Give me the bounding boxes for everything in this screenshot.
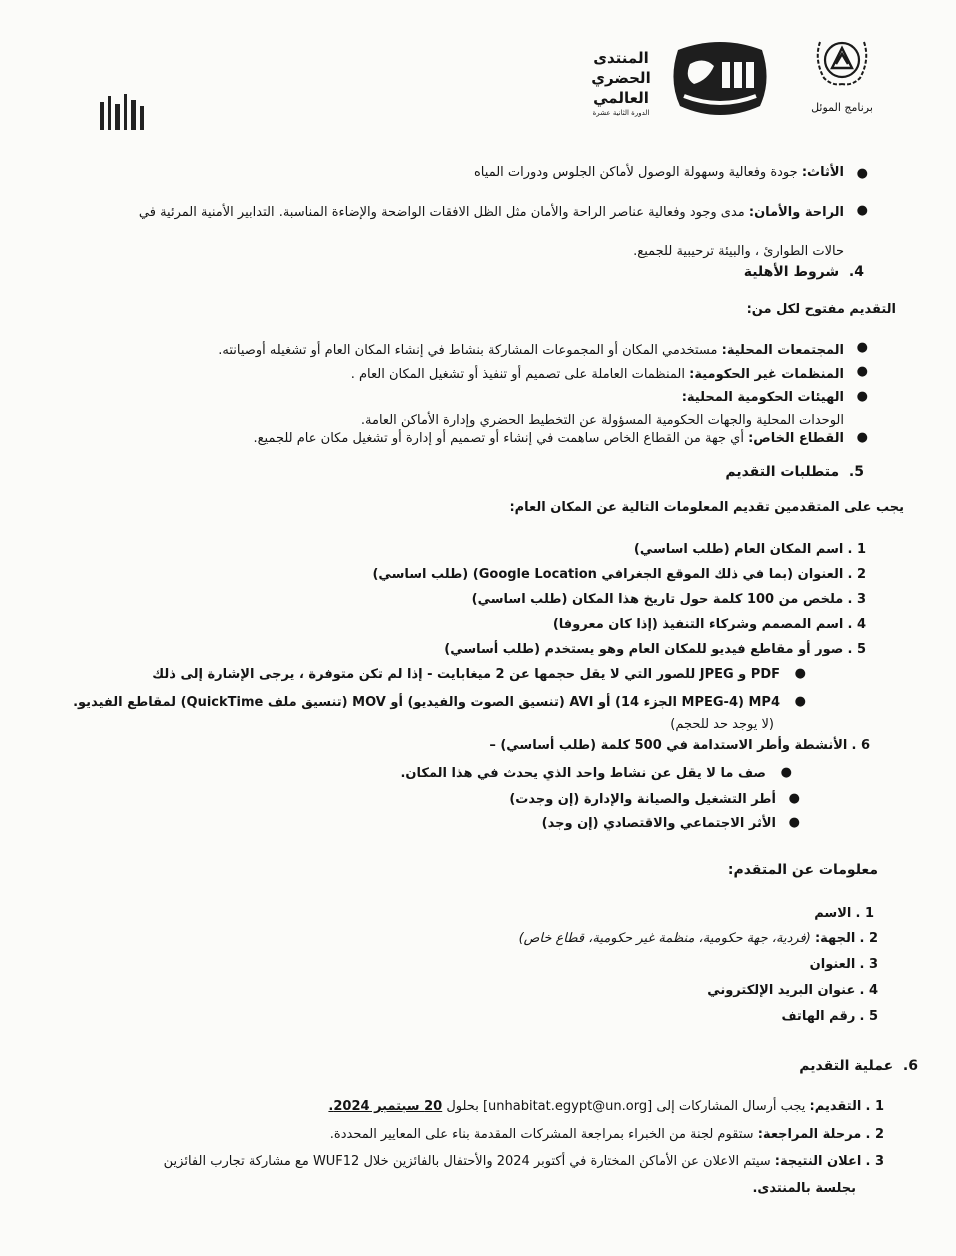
applicant-heading: معلومات عن المتقدم: — [727, 862, 878, 878]
eligibility-item — [351, 366, 844, 383]
media-format-images: PDF و JPEG للصور التي لا يقل حجمها عن 2 ميغابايت - إذا لم تكن متوفرة ، يرجى الإشارة إلى ذلك — [152, 667, 780, 682]
process-label: مرحلة المراجعة: — [757, 1127, 862, 1142]
process-text: سيتم الاعلان عن الأماكن المختارة في أكتوبر 2024 والأحتفال بالفائزين خلال WUF12 مع مشاركة تجارب الفائزين — [163, 1154, 771, 1169]
section-4-intro: التقديم مفتوح لكل من: — [746, 302, 896, 317]
bullet-dot: ● — [856, 340, 868, 355]
process-text-wrapped: بجلسة بالمنتدى. — [752, 1181, 856, 1196]
requirement-text: اسم المصمم وشركاء التنفيذ (إذا كان معروفا) — [552, 617, 844, 632]
section-5-number: 5. — [848, 464, 864, 480]
furniture-text: جودة وفعالية وسهولة الوصول لأماكن الجلوس ودورات المياه — [474, 165, 798, 180]
process-number: 1 . — [865, 1099, 884, 1114]
applicant-field: الجهة: — [814, 931, 856, 946]
process-item — [330, 1126, 884, 1143]
section-6-heading — [799, 1058, 918, 1074]
furniture-line — [474, 164, 844, 181]
eligibility-label: القطاع الخاص: — [748, 431, 844, 446]
media-format-videos: MP4 (MPEG-4 الجزء 14) أو AVI (تنسيق الصوت والفيديو) أو MOV (تنسيق ملف QuickTime) لمقاطع الفيديو. — [73, 695, 780, 710]
comfort-label: الراحة والأمان: — [748, 205, 844, 220]
applicant-field: العنوان — [809, 957, 856, 972]
eligibility-item — [682, 389, 844, 406]
un-habitat-caption: برنامج الموئل — [811, 101, 873, 114]
process-item — [164, 1153, 884, 1170]
eligibility-item — [218, 342, 844, 359]
eligibility-item — [253, 430, 844, 447]
requirement-item — [472, 591, 866, 608]
eligibility-label: المجتمعات المحلية: — [721, 343, 844, 358]
eligibility-label: المنظمات غير الحكومية: — [689, 367, 844, 382]
requirement-number: 4 . — [847, 617, 866, 632]
applicant-number: 1 . — [855, 906, 874, 921]
bullet-dot: ● — [856, 166, 868, 181]
forum-name-line-2: الحضري — [591, 69, 651, 87]
partner-logo — [96, 92, 152, 134]
applicant-number: 3 . — [859, 957, 878, 972]
section-6-number: 6. — [902, 1058, 918, 1074]
bullet-dot: ● — [788, 815, 800, 830]
requirement-text: الأنشطة وأطر الاستدامة في 500 كلمة (طلب أساسي) – — [489, 738, 848, 753]
section-5-heading — [725, 464, 864, 480]
bullet-dot: ● — [780, 765, 792, 780]
activity-subitem: الأثر الاجتماعي والاقتصادي (إن وجد) — [541, 816, 776, 831]
applicant-field: عنوان البريد الإلكتروني — [707, 983, 856, 998]
forum-name-line-3: العالمي — [593, 89, 649, 107]
applicant-number: 5 . — [859, 1009, 878, 1024]
requirement-text: ملخص من 100 كلمة حول تاريخ هذا المكان (طلب اساسي) — [471, 592, 844, 607]
requirement-number: 2 . — [847, 567, 866, 582]
eligibility-text: مستخدمي المكان أو المجموعات المشاركة بنشاط في إنشاء المكان العام أو تشغيله أوصيانته. — [218, 343, 718, 358]
forum-session: الدورة الثانية عشرة — [592, 109, 650, 117]
requirement-text: اسم المكان العام (طلب اساسي) — [633, 542, 844, 557]
eligibility-label: الهيئات الحكومية المحلية: — [681, 390, 844, 405]
requirement-text: العنوان (بما في ذلك الموقع الجغرافي Google Location) (طلب اساسي) — [372, 567, 844, 582]
partner-emblem-icon — [96, 92, 152, 134]
section-5-intro: يجب على المتقدمين تقديم المعلومات التالية عن المكان العام: — [509, 500, 904, 515]
wuf12-logo — [664, 40, 776, 122]
submission-deadline: 20 سبتمبر 2024. — [328, 1099, 443, 1114]
section-4-title: شروط الأهلية — [743, 264, 840, 280]
eligibility-text: المنظمات العاملة على تصميم أو تنفيذ أو تشغيل المكان العام . — [350, 367, 685, 382]
comfort-line — [139, 204, 844, 221]
bullet-dot: ● — [856, 364, 868, 379]
applicant-field-options: (فردية، جهة حكومية، منظمة غير حكومية، قطاع خاص) — [518, 931, 811, 946]
requirement-item — [634, 541, 866, 558]
applicant-item — [810, 956, 878, 973]
applicant-item — [707, 982, 878, 999]
bullet-dot: ● — [794, 666, 806, 681]
requirement-text: صور أو مقاطع فيديو للمكان العام وهو يستخدم (طلب أساسي) — [444, 642, 844, 657]
requirement-item — [553, 616, 866, 633]
bullet-dot: ● — [856, 389, 868, 404]
un-habitat-logo — [792, 34, 892, 114]
process-number: 2 . — [865, 1127, 884, 1142]
furniture-label: الأثاث: — [801, 165, 844, 180]
requirement-number: 1 . — [847, 542, 866, 557]
bullet-dot: ● — [856, 203, 868, 218]
process-label: اعلان النتيجة: — [774, 1154, 862, 1169]
process-item — [328, 1098, 884, 1115]
requirement-item — [444, 641, 866, 658]
applicant-number: 2 . — [859, 931, 878, 946]
process-text: ستقوم لجنة من الخبراء بمراجعة المشركات المقدمة بناء على المعايير المحددة. — [329, 1127, 754, 1142]
forum-name-line-1: المنتدى — [593, 49, 649, 67]
process-label: التقديم: — [809, 1099, 862, 1114]
wuf12-emblem-icon — [664, 40, 776, 122]
bullet-dot: ● — [788, 791, 800, 806]
applicant-field: رقم الهاتف — [781, 1009, 856, 1024]
activity-subitem: أطر التشغيل والصيانة والإدارة (إن وجدت) — [509, 792, 776, 807]
section-5-title: متطلبات التقديم — [725, 464, 840, 480]
section-6-title: عملية التقديم — [799, 1058, 894, 1074]
process-number: 3 . — [865, 1154, 884, 1169]
activity-subitem: صف ما لا يقل عن نشاط واحد الذي يحدث في هذا المكان. — [400, 766, 766, 781]
comfort-text: مدى وجود وفعالية عناصر الراحة والأمان مثل الظل الافقات الواضحة والإضاءة المناسبة. التدابير الأمنية المرئية في — [138, 205, 745, 220]
section-4-heading — [744, 264, 864, 280]
un-emblem-icon — [810, 34, 874, 92]
requirement-item — [372, 566, 866, 583]
bullet-dot: ● — [856, 430, 868, 445]
requirement-number: 5 . — [847, 642, 866, 657]
comfort-line-2: حالات الطوارئ ، والبيئة ترحيبية للجميع. — [633, 244, 844, 259]
applicant-item — [781, 1008, 878, 1025]
eligibility-text: أي جهة من القطاع الخاص ساهمت في إنشاء أو تصميم أو إدارة أو تشغيل مكان عام للجميع. — [253, 431, 744, 446]
requirement-number: 6 . — [851, 738, 870, 753]
applicant-field: الاسم — [814, 906, 852, 921]
applicant-item — [519, 930, 878, 947]
requirement-number: 3 . — [847, 592, 866, 607]
applicant-item — [814, 905, 874, 922]
section-4-number: 4. — [848, 264, 864, 280]
media-size-note: (لا يوجد حد للحجم) — [670, 717, 774, 732]
forum-name — [578, 48, 664, 118]
applicant-number: 4 . — [859, 983, 878, 998]
process-text: يجب أرسال المشاركات إلى [unhabitat.egypt@un.org] بحلول — [446, 1099, 806, 1114]
requirement-item — [489, 737, 870, 754]
bullet-dot: ● — [794, 694, 806, 709]
eligibility-text-wrapped: الوحدات المحلية والجهات الحكومية المسؤولة عن التخطيط الحضري وإدارة الأماكن العامة. — [360, 413, 844, 428]
